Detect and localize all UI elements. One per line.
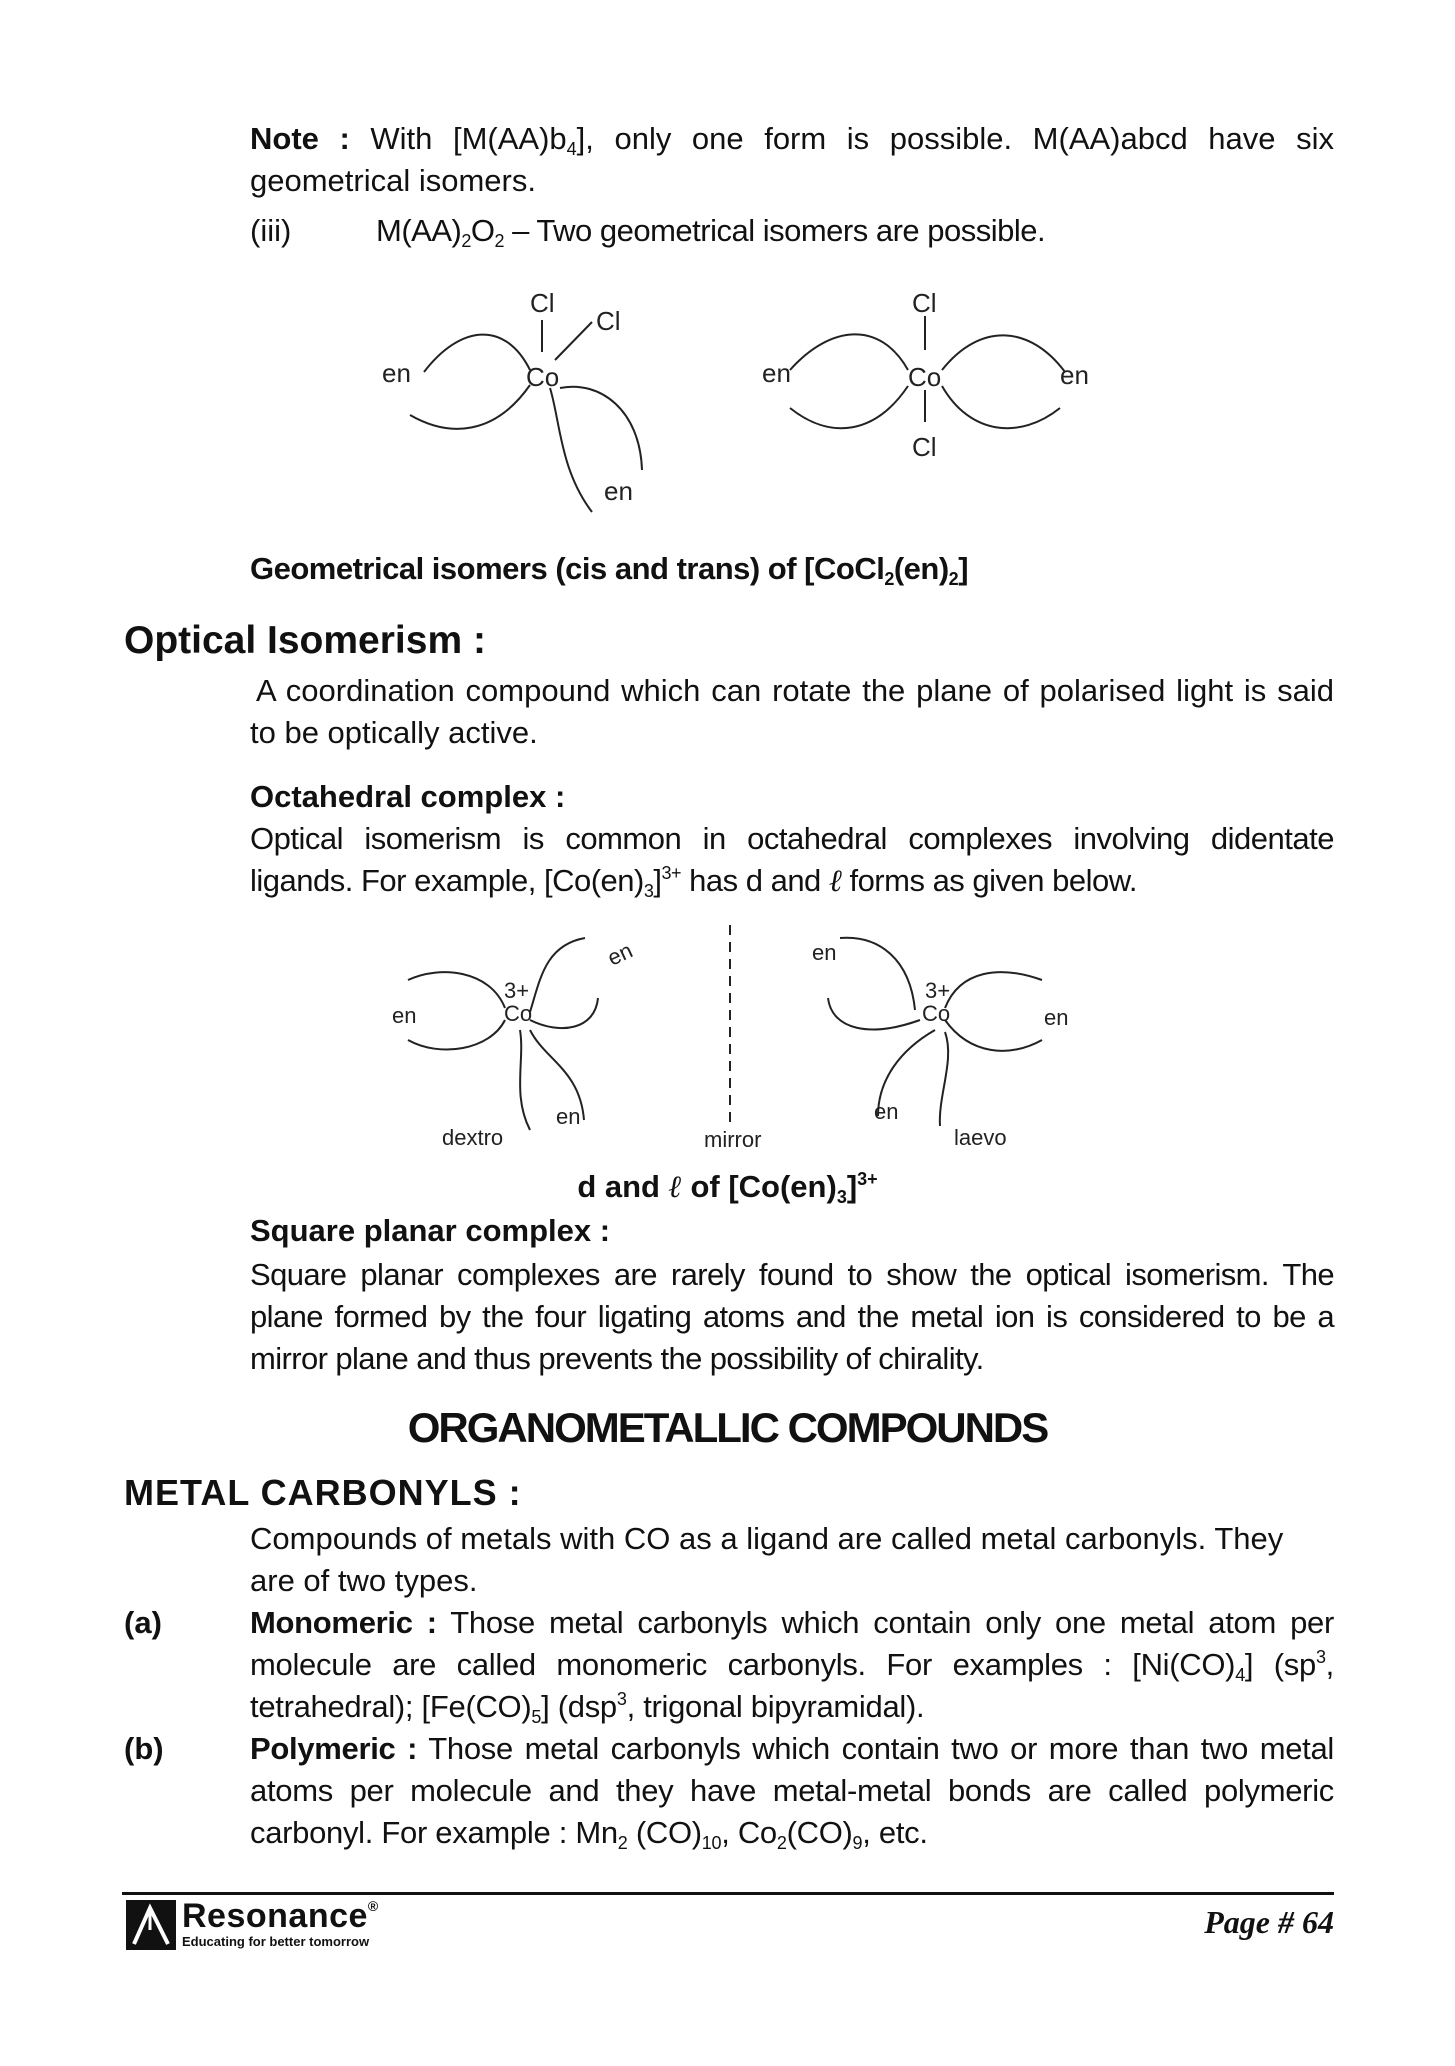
item-a-label: (a)	[124, 1605, 162, 1640]
item-b-label: (b)	[124, 1731, 164, 1766]
geometrical-isomers-figure	[370, 280, 1150, 520]
cis-en-bottom-label: en	[604, 476, 633, 506]
dextro-en-bottom-label: en	[556, 1104, 581, 1129]
laevo-en-top-label: en	[812, 940, 837, 965]
metal-carbonyls-heading: METAL CARBONYLS :	[124, 1472, 522, 1513]
square-planar-paragraph: Square planar complexes are rarely found to show the optical isomerism. The plane formed by the four ligating atoms and the metal ion is considered to be a mirror plane and thus prevents the possibility of chirality.	[250, 1257, 1334, 1376]
brand-tagline: Educating for better tomorrow	[182, 1934, 370, 1949]
optical-isomerism-heading: Optical Isomerism :	[124, 619, 486, 662]
brand-name: Resonance®	[182, 1897, 379, 1935]
carbonyls-intro: Compounds of metals with CO as a ligand are called metal carbonyls. They are of two types.	[250, 1521, 1284, 1598]
laevo-label: laevo	[954, 1125, 1007, 1150]
figure1-caption: Geometrical isomers (cis and trans) of $[CoCl_2(en)_2]$	[250, 551, 969, 589]
item-iii-text: $M(AA)_2O_2$ – Two geometrical isomers are possible.	[376, 213, 1046, 251]
organometallic-title: ORGANOMETALLIC COMPOUNDS	[407, 1404, 1048, 1451]
note-label: Note :	[250, 121, 350, 156]
octahedral-paragraph: Optical isomerism is common in octahedral complexes involving didentate ligands. For example, $[Co(en)_3]^{3+}$ has d and ℓ forms as given below.	[250, 821, 1334, 901]
optical-intro: A coordination compound which can rotate the plane of polarised light is said to be optically active.	[250, 673, 1334, 750]
dextro-en-left-label: en	[392, 1003, 417, 1028]
optical-isomers-figure	[380, 920, 1100, 1160]
trans-cl-top-label: Cl	[912, 288, 937, 318]
trans-co-label: Co	[908, 362, 942, 392]
laevo-charge-label: 3+	[925, 978, 951, 1003]
dextro-co-label: Co	[504, 1001, 533, 1026]
page-number: Page # 64	[1204, 1904, 1334, 1940]
laevo-en-right-label: en	[1044, 1005, 1069, 1030]
resonance-logo-icon	[126, 1900, 176, 1950]
dextro-charge-label: 3+	[504, 978, 530, 1003]
item-b-paragraph: Polymeric : Those metal carbonyls which contain two or more than two metal atoms per molecule and they have metal-metal bonds are called polymeric carbonyl. For example : $Mn_2$ $(CO)_{10}$, $Co_2(CO)_9$, etc.	[250, 1731, 1335, 1853]
mirror-label: mirror	[704, 1127, 762, 1152]
footer-rule	[122, 1892, 1334, 1895]
square-planar-heading: Square planar complex :	[250, 1213, 611, 1248]
figure2-caption: d and ℓ of $[Co(en)_3]^{3+}$	[577, 1169, 878, 1207]
dextro-label: dextro	[442, 1125, 504, 1150]
trans-cl-bottom-label: Cl	[912, 432, 937, 462]
item-iii-label: (iii)	[250, 213, 292, 248]
trans-en-left-label: en	[762, 358, 791, 388]
trans-en-right-label: en	[1060, 360, 1089, 390]
dextro-en-top-label: en	[603, 937, 637, 971]
item-a-paragraph: Monomeric : Those metal carbonyls which contain only one metal atom per molecule are called monomeric carbonyls. For examples : $[Ni(CO)_4]$ ($sp^3$, tetrahedral); $[Fe(CO)_5]$ (dsp$^3$, trigonal bipyramidal).	[250, 1605, 1334, 1727]
laevo-en-bottom-label: en	[874, 1099, 899, 1124]
cis-co-label: Co	[526, 362, 560, 392]
cis-cl-right-label: Cl	[596, 306, 621, 336]
cis-en-left-label: en	[382, 358, 411, 388]
cis-cl-top-label: Cl	[530, 288, 555, 318]
laevo-co-label: Co	[922, 1001, 951, 1026]
octahedral-heading: Octahedral complex :	[250, 779, 566, 814]
note-paragraph: Note : With $[M(AA)b_4]$, only one form is possible. M(AA)abcd have six geometrical isomers.	[250, 121, 1334, 198]
